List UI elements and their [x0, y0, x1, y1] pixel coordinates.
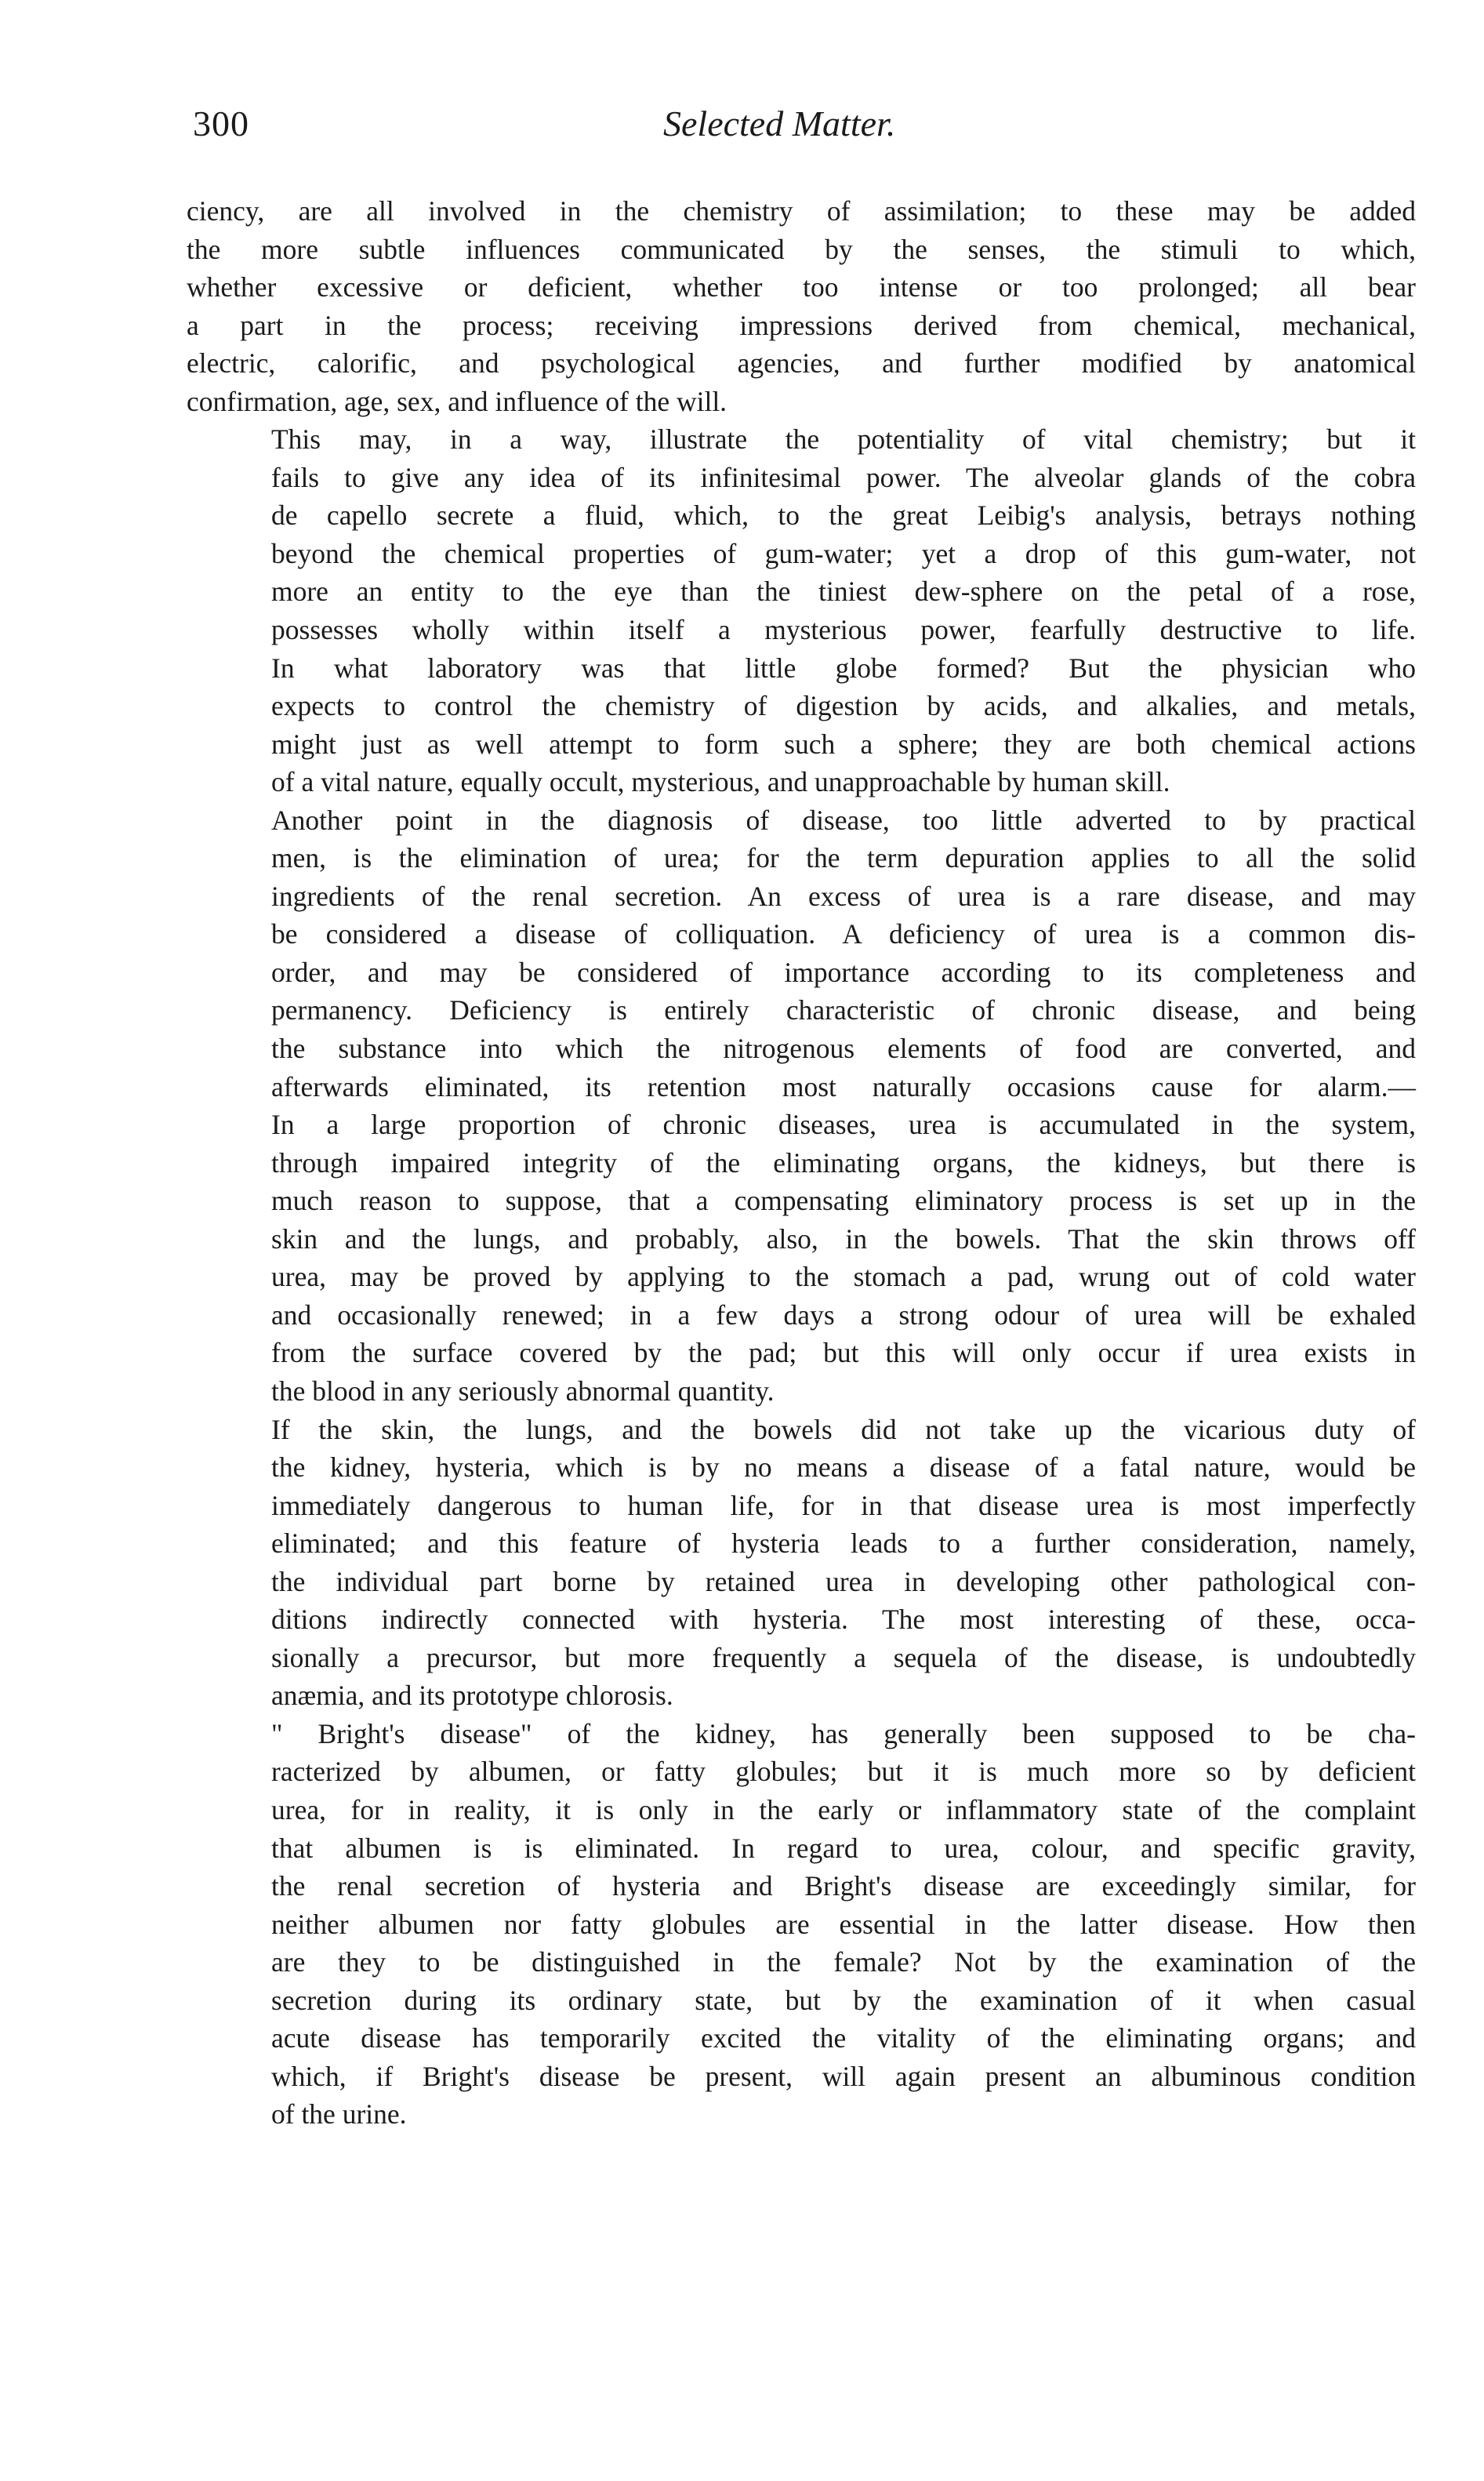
- text-line: order, and may be considered of importance according to its completeness and: [271, 956, 1416, 988]
- text-line: possesses wholly within itself a mysterious power, fearfully destructive to life.: [271, 614, 1416, 646]
- text-line: through impaired integrity of the eliminating organs, the kidneys, but there is: [271, 1146, 1416, 1179]
- text-line: de capello secrete a fluid, which, to the great Leibig's analysis, betrays nothing: [271, 499, 1416, 532]
- text-line: anæmia, and its prototype chlorosis.: [271, 1680, 673, 1712]
- text-line: " Bright's disease" of the kidney, has generally been supposed to be cha-: [271, 1717, 1416, 1749]
- paragraph: [187, 801, 1416, 1411]
- text-line: permanency. Deficiency is entirely characteristic of chronic disease, and being: [271, 994, 1416, 1026]
- paragraph: [187, 1715, 1416, 2134]
- text-line: the blood in any seriously abnormal quantity.: [271, 1375, 775, 1407]
- text-line: of a vital nature, equally occult, mysterious, and unapproachable by human skill.: [271, 766, 1170, 798]
- paragraph: [187, 420, 1416, 801]
- text-line: afterwards eliminated, its retention most naturally occasions cause for alarm.—: [271, 1070, 1416, 1102]
- text-line: acute disease has temporarily excited the vitality of the eliminating organs; and: [271, 2022, 1416, 2054]
- running-title: Selected Matter.: [663, 104, 896, 143]
- text-line: the kidney, hysteria, which is by no means a disease of a fatal nature, would be: [271, 1451, 1416, 1484]
- text-line: which, if Bright's disease be present, will again present an albuminous condition: [271, 2060, 1416, 2092]
- text-line: a part in the process; receiving impressions derived from chemical, mechanical,: [187, 309, 1416, 341]
- text-line: urea, for in reality, it is only in the early or inflammatory state of the complaint: [271, 1793, 1416, 1825]
- text-line: much reason to suppose, that a compensating eliminatory process is set up in the: [271, 1185, 1416, 1217]
- text-line: skin and the lungs, and probably, also, in the bowels. That the skin throws off: [271, 1222, 1416, 1255]
- text-line: be considered a disease of colliquation. A deficiency of urea is a common dis-: [271, 918, 1416, 950]
- text-line: might just as well attempt to form such a sphere; they are both chemical actions: [271, 728, 1416, 760]
- text-line: the renal secretion of hysteria and Bright's disease are exceedingly similar, for: [271, 1870, 1416, 1902]
- text-line: from the surface covered by the pad; but this will only occur if urea exists in: [271, 1337, 1416, 1369]
- text-line: immediately dangerous to human life, for in that disease urea is most imperfectly: [271, 1489, 1416, 1521]
- text-line: men, is the elimination of urea; for the term depuration applies to all the solid: [271, 842, 1416, 874]
- running-head: [193, 100, 1416, 155]
- text-line: If the skin, the lungs, and the bowels did not take up the vicarious duty of: [271, 1413, 1416, 1445]
- text-line: more an entity to the eye than the tiniest dew-sphere on the petal of a rose,: [271, 576, 1416, 608]
- text-line: and occasionally renewed; in a few days a strong odour of urea will be exhaled: [271, 1299, 1416, 1331]
- text-line: that albumen is is eliminated. In regard to urea, colour, and specific gravity,: [271, 1832, 1416, 1864]
- text-line: expects to control the chemistry of digestion by acids, and alkalies, and metals,: [271, 690, 1416, 722]
- text-line: the substance into which the nitrogenous elements of food are converted, and: [271, 1033, 1416, 1065]
- text-line: ditions indirectly connected with hysteria. The most interesting of these, occa-: [271, 1604, 1416, 1636]
- text-line: In a large proportion of chronic diseases, urea is accumulated in the system,: [271, 1109, 1416, 1141]
- text-line: eliminated; and this feature of hysteria leads to a further consideration, namely,: [271, 1527, 1416, 1560]
- text-line: confirmation, age, sex, and influence of the will.: [187, 385, 727, 417]
- body-text: [187, 192, 1416, 2134]
- text-line: beyond the chemical properties of gum-water; yet a drop of this gum-water, not: [271, 537, 1416, 569]
- text-line: In what laboratory was that little globe formed? But the physician who: [271, 652, 1416, 684]
- text-line: ciency, are all involved in the chemistry of assimilation; to these may be added: [187, 195, 1416, 227]
- text-line: of the urine.: [271, 2098, 407, 2130]
- text-line: the individual part borne by retained urea in developing other pathological con-: [271, 1565, 1416, 1597]
- paragraph: [187, 192, 1416, 420]
- text-line: urea, may be proved by applying to the stomach a pad, wrung out of cold water: [271, 1261, 1416, 1293]
- text-line: the more subtle influences communicated by the senses, the stimuli to which,: [187, 233, 1416, 265]
- text-line: fails to give any idea of its infinitesimal power. The alveolar glands of the cobra: [271, 461, 1416, 493]
- page-number: 300: [193, 104, 249, 143]
- text-line: electric, calorific, and psychological agencies, and further modified by anatomical: [187, 347, 1416, 380]
- text-line: Another point in the diagnosis of disease, too little adverted to by practical: [271, 804, 1416, 836]
- text-line: racterized by albumen, or fatty globules; but it is much more so by deficient: [271, 1756, 1416, 1788]
- text-line: secretion during its ordinary state, but by the examination of it when casual: [271, 1984, 1416, 2016]
- text-line: sionally a precursor, but more frequently a sequela of the disease, is undoubtedly: [271, 1641, 1416, 1673]
- text-line: neither albumen nor fatty globules are essential in the latter disease. How then: [271, 1908, 1416, 1940]
- text-line: ingredients of the renal secretion. An excess of urea is a rare disease, and may: [271, 880, 1416, 912]
- text-line: This may, in a way, illustrate the potentiality of vital chemistry; but it: [271, 423, 1416, 456]
- text-line: are they to be distinguished in the female? Not by the examination of the: [271, 1946, 1416, 1978]
- paragraph: [187, 1411, 1416, 1715]
- text-line: whether excessive or deficient, whether too intense or too prolonged; all bear: [187, 271, 1416, 303]
